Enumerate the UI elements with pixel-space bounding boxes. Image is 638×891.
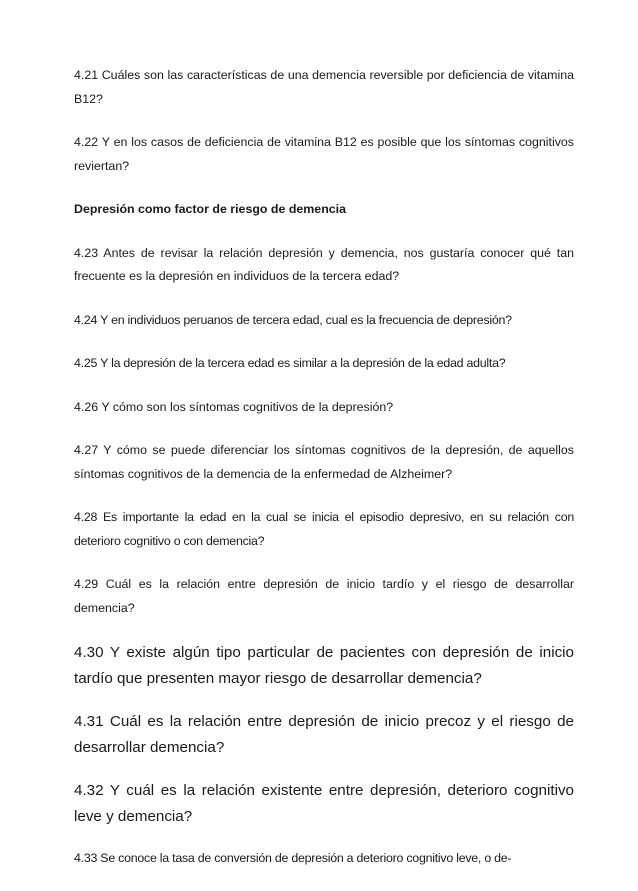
question-4-29: 4.29 Cuál es la relación entre depresión de inicio tardío y el riesgo de desarrollar demencia? — [74, 577, 574, 615]
question-4-24: 4.24 Y en individuos peruanos de tercera edad, cual es la frecuencia de depresión? — [74, 312, 512, 327]
document-body — [74, 64, 574, 891]
question-4-25: 4.25 Y la depresión de la tercera edad es similar a la depresión de la edad adulta? — [74, 356, 506, 370]
question-4-33: 4.33 Se conoce la tasa de conversión de depresión a deterioro cognitivo leve, o de- — [74, 851, 512, 865]
question-4-28: 4.28 Es importante la edad en la cual se inicia el episodio depresivo, en su relación con deterioro cognitivo o con demencia? — [74, 510, 574, 548]
question-4-27: 4.27 Y cómo se puede diferenciar los síntomas cognitivos de la depresión, de aquellos síntomas cognitivos de la demencia de la enfermedad de Alzheimer? — [74, 443, 574, 481]
question-4-23: 4.23 Antes de revisar la relación depresión y demencia, nos gustaría conocer qué tan frecuente es la depresión en individuos de la tercera edad? — [74, 245, 574, 283]
question-4-21: 4.21 Cuáles son las características de una demencia reversible por deficiencia de vitamina B12? — [74, 68, 574, 106]
question-4-31: 4.31 Cuál es la relación entre depresión de inicio precoz y el riesgo de desarrollar demencia? — [74, 713, 574, 756]
question-4-32: 4.32 Y cuál es la relación existente entre depresión, deterioro cognitivo leve y demencia? — [74, 782, 574, 825]
question-4-22: 4.22 Y en los casos de deficiencia de vitamina B12 es posible que los síntomas cognitivos reviertan? — [74, 135, 574, 173]
section-heading: Depresión como factor de riesgo de demencia — [74, 202, 346, 216]
question-4-26: 4.26 Y cómo son los síntomas cognitivos de la depresión? — [74, 399, 394, 414]
question-4-30: 4.30 Y existe algún tipo particular de pacientes con depresión de inicio tardío que presenten mayor riesgo de desarrollar demencia? — [74, 644, 574, 687]
